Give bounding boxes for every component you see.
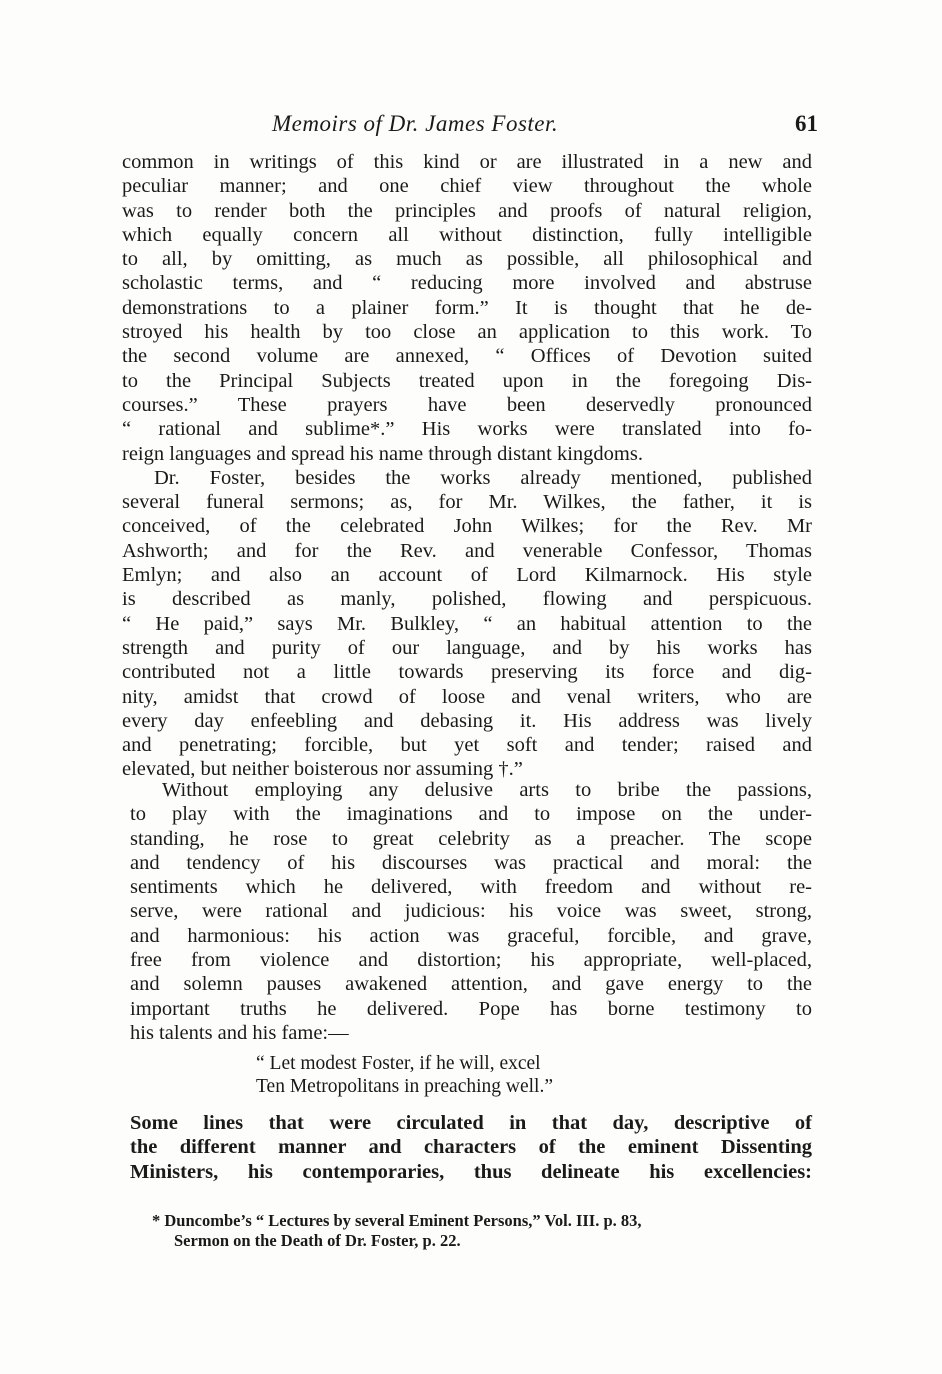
text-line: Emlyn; and also an account of Lord Kilmarnock. His style — [122, 564, 812, 587]
text-line: strength and purity of our language, and by his works has — [122, 636, 812, 659]
text-line: elevated, but neither boisterous nor assuming †.” — [122, 758, 523, 781]
text-line: sentiments which he delivered, with freedom and without re- — [130, 876, 812, 899]
text-line: nity, amidst that crowd of loose and venal writers, who are — [122, 685, 812, 708]
text-line: stroyed his health by too close an application to this work. To — [122, 321, 812, 344]
text-line: and penetrating; forcible, but yet soft and tender; raised and — [122, 734, 812, 757]
text-line: his talents and his fame:— — [130, 1021, 349, 1044]
footnote-line: * Duncombe’s “ Lectures by several Eminent Persons,” Vol. III. p. 83, — [152, 1211, 642, 1230]
text-line: several funeral sermons; as, for Mr. Wilkes, the father, it is — [122, 491, 812, 514]
text-line: standing, he rose to great celebrity as a preacher. The scope — [130, 827, 812, 850]
text-line: conceived, of the celebrated John Wilkes; for the Rev. Mr — [122, 515, 812, 538]
text-line: serve, were rational and judicious: his voice was sweet, strong, — [130, 900, 812, 923]
text-line: every day enfeebling and debasing it. His address was lively — [122, 709, 812, 732]
text-line: scholastic terms, and “ reducing more involved and abstruse — [122, 272, 812, 295]
text-line: and solemn pauses awakened attention, and gave energy to the — [130, 973, 812, 996]
text-line: important truths he delivered. Pope has borne testimony to — [130, 997, 812, 1020]
text-line: peculiar manner; and one chief view throughout the whole — [122, 175, 812, 198]
text-line: free from violence and distortion; his appropriate, well-placed, — [130, 949, 812, 972]
text-line: demonstrations to a plainer form.” It is thought that he de- — [122, 296, 812, 319]
paragraph-preaching — [130, 778, 812, 1045]
text-line: which equally concern all without distinction, fully intelligible — [122, 223, 812, 246]
paragraph-continued — [122, 150, 812, 782]
text-line: “ rational and sublime*.” His works were translated into fo- — [122, 418, 812, 441]
text-line: contributed not a little towards preserving its force and dig- — [122, 661, 812, 684]
text-line: Ashworth; and for the Rev. and venerable Confessor, Thomas — [122, 539, 812, 562]
verse-line: Ten Metropolitans in preaching well.” — [256, 1076, 554, 1097]
text-line: the second volume are annexed, “ Offices of Devotion suited — [122, 345, 812, 368]
text-line: the different manner and characters of the eminent Dissenting — [130, 1136, 812, 1159]
text-line: and tendency of his discourses was practical and moral: the — [130, 851, 812, 874]
text-line: to the Principal Subjects treated upon in the foregoing Dis- — [122, 369, 812, 392]
text-line: Ministers, his contemporaries, thus delineate his excellencies: — [130, 1160, 812, 1183]
text-line: Without employing any delusive arts to bribe the passions, — [162, 779, 812, 801]
running-head — [122, 111, 822, 147]
page-number: 61 — [795, 111, 818, 136]
running-title: Memoirs of Dr. James Foster. — [272, 111, 559, 136]
footnote-line: Sermon on the Death of Dr. Foster, p. 22. — [174, 1231, 461, 1250]
text-line: common in writings of this kind or are illustrated in a new and — [122, 151, 812, 173]
text-line: to play with the imaginations and to impose on the under- — [130, 803, 812, 826]
text-line: “ He paid,” says Mr. Bulkley, “ an habitual attention to the — [122, 612, 812, 635]
text-line: was to render both the principles and proofs of natural religion, — [122, 199, 812, 222]
text-line: Dr. Foster, besides the works already mentioned, published — [154, 466, 812, 489]
text-line: Some lines that were circulated in that day, descriptive of — [130, 1112, 812, 1134]
text-line: and harmonious: his action was graceful, forcible, and grave, — [130, 924, 812, 947]
verse-quotation — [256, 1052, 676, 1098]
verse-line: “ Let modest Foster, if he will, excel — [256, 1053, 541, 1074]
footnote — [152, 1211, 792, 1251]
text-line: to all, by omitting, as much as possible, all philosophical and — [122, 248, 812, 271]
text-line: courses.” These prayers have been deservedly pronounced — [122, 393, 812, 416]
text-line: is described as manly, polished, flowing and perspicuous. — [122, 588, 812, 611]
text-line: reign languages and spread his name through distant kingdoms. — [122, 442, 643, 465]
paragraph-contemporaries — [130, 1111, 812, 1184]
